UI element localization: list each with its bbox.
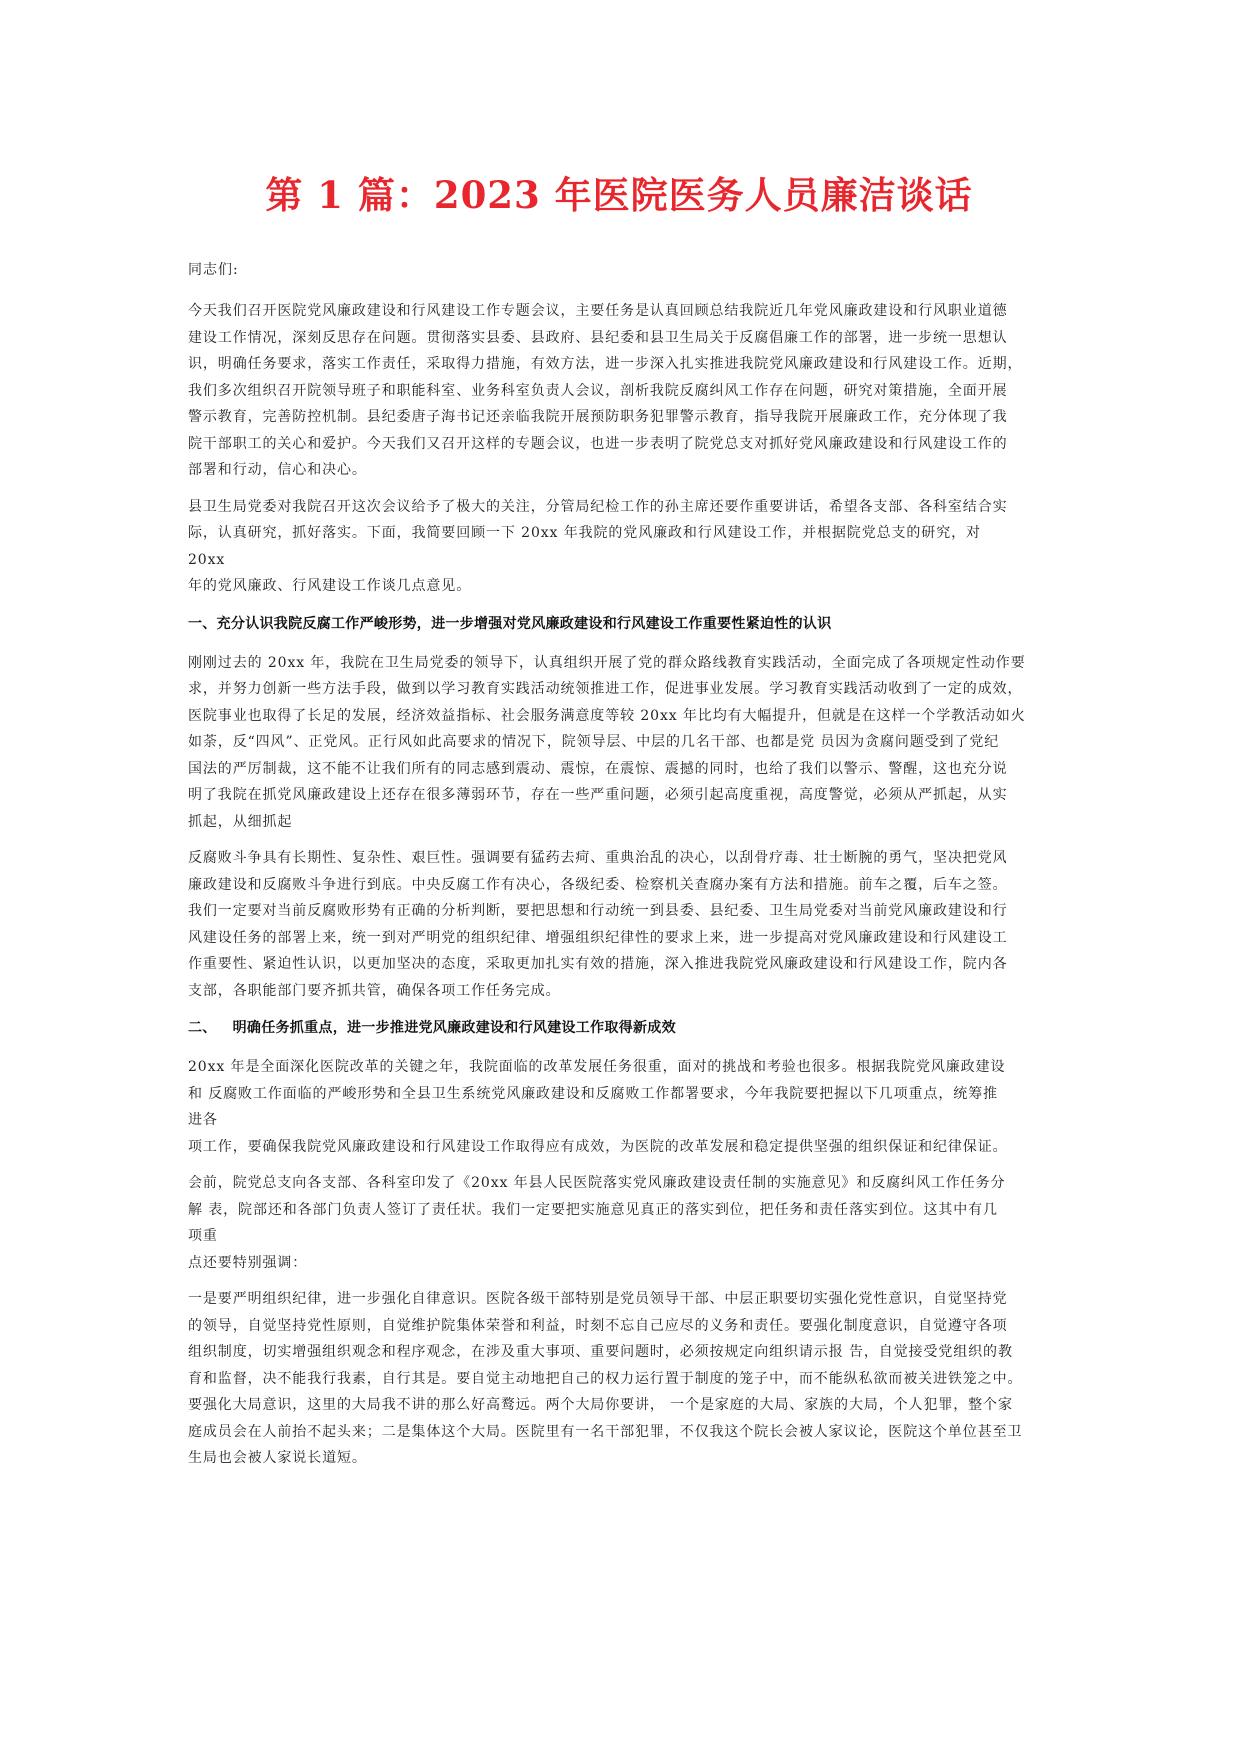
paragraph-line: 国法的严厉制裁，这不能不让我们所有的同志感到震动、震惊，在震惊、震撼的同时，也给了我们以警示、警醒，这也充分说 [188,760,1008,777]
paragraph-line: 支部，各职能部门要齐抓共管，确保各项工作任务完成。 [188,982,561,999]
paragraph-line: 20xx 年是全面深化医院改革的关键之年，我院面临的改革发展任务很重，面对的挑战和考验也很多。根据我院党风廉政建设 [188,1059,1006,1075]
paragraph-line: 项工作，要确保我院党风廉政建设和行风建设工作取得应有成效，为医院的改革发展和稳定提供坚强的组织保证和纪律保证。 [188,1138,1008,1155]
paragraph-line: 组织制度，切实增强组织观念和程序观念，在涉及重大事项、重要问题时，必须按规定向组织请示报 告，自觉接受党组织的教 [188,1344,1013,1360]
paragraph [188,845,1050,1004]
paragraph-line: 进各 [188,1112,218,1128]
paragraph-line: 育和监督，决不能我行我素，自行其是。要自觉主动地把自己的权力运行置于制度的笼子中，而不能纵私欲而被关进铁笼之中。 [188,1370,1023,1387]
paragraph-line: 如荼，反“四风”、正党风。正行风如此高要求的情况下，院领导层、中层的几名干部、也都是党 员因为贪腐问题受到了党纪 [188,734,1000,750]
section-1-body [188,650,1050,1005]
paragraph-line: 会前，院党总支向各支部、各科室印发了《20xx 年县人民医院落实党风廉政建设责任制的实施意见》和反腐纠风工作任务分 [188,1175,1006,1191]
document-title: 第 1 篇：2023 年医院医务人员廉洁谈话 [265,173,973,217]
paragraph-line: 作重要性、紧迫性认识，以更加坚决的态度，采取更加扎实有效的措施，深入推进我院党风廉政建设和行风建设工作，院内各 [188,956,1008,972]
paragraph-line: 医院事业也取得了长足的发展，经济效益指标、社会服务满意度等较 20xx 年比均有大幅提升，但就是在这样一个学教活动如火 [188,707,1026,724]
paragraph-line: 院干部职工的关心和爱护。今天我们又召开这样的专题会议，也进一步表明了院党总支对抓好党风廉政建设和行风建设工作的 [188,435,1008,452]
paragraph [188,1170,1050,1276]
paragraph-line: 廉政建设和反腐败斗争进行到底。中央反腐工作有决心，各级纪委、检察机关查腐办案有方法和措施。前车之覆，后车之签。 [188,876,1008,893]
section-heading-2-text: 明确任务抓重点，进一步推进党风廉政建设和行风建设工作取得新成效 [232,1020,676,1036]
paragraph [188,1054,1050,1160]
paragraph-line: 际，认真研究，抓好落实。下面，我简要回顾一下 20xx 年我院的党风廉政和行风建设工作，并根据院党总支的研究，对 [188,525,981,541]
paragraph-line: 20xx [188,551,226,568]
paragraph-line: 年的党风廉政、行风建设工作谈几点意见。 [188,578,472,594]
paragraph-line: 我们一定要对当前反腐败形势有正确的分析判断，要把思想和行动统一到县委、县纪委、卫生局党委对当前党风廉政建设和行 [188,903,1008,919]
paragraph-line: 风建设任务的部署上来，统一到对严明党的组织纪律、增强组织纪律性的要求上来，进一步提高对党风廉政建设和行风建设工 [188,929,1008,946]
paragraph [188,1286,1050,1472]
paragraph-line: 明了我院在抓党风廉政建设上还存在很多薄弱环节，存在一些严重问题，必须引起高度重视，高度警觉，必须从严抓起，从实 [188,787,1008,803]
paragraph-line: 生局也会被人家说长道短。 [188,1450,367,1466]
paragraph [188,494,1050,600]
paragraph-line: 和 反腐败工作面临的严峻形势和全县卫生系统党风廉政建设和反腐败工作都署要求，今年我院要把握以下几项重点，统筹推 [188,1085,998,1102]
greeting: 同志们: [188,262,239,278]
section-heading-2 [188,1014,1050,1042]
paragraph-line: 的领导，自觉坚持党性原则，自觉维护院集体荣誉和利益，时刻不忘自己应尽的义务和责任。要强化制度意识，自觉遵守各项 [188,1317,1008,1334]
intro-section [188,298,1050,600]
section-heading-1: 一、充分认识我院反腐工作严峻形势，进一步增强对党风廉政建设和行风建设工作重要性紧迫性的认识 [188,615,832,632]
paragraph-line: 庭成员会在人前抬不起头来；二是集体这个大局。医院里有一名干部犯罪，不仅我这个院长会被人家议论，医院这个单位甚至卫 [188,1423,1023,1440]
paragraph-line: 识，明确任务要求，落实工作责任，采取得力措施，有效方法，进一步深入扎实推进我院党风廉政建设和行风建设工作。近期， [188,356,1023,372]
paragraph [188,650,1050,836]
paragraph-line: 点还要特别强调： [188,1254,308,1271]
paragraph-line: 部署和行动，信心和决心。 [188,462,367,478]
paragraph-line: 反腐败斗争具有长期性、复杂性、艰巨性。强调要有猛药去疴、重典治乱的决心，以刮骨疗毒、壮士断腕的勇气，坚决把党风 [188,850,1008,866]
paragraph-line: 要强化大局意识，这里的大局我不讲的那么好高鹜远。两个大局你要讲， 一个是家庭的大局、家族的大局，个人犯罪，整个家 [188,1397,1013,1413]
paragraph-line: 抓起，从细抓起 [188,813,293,830]
document-page [188,170,1050,1482]
paragraph-line: 县卫生局党委对我院召开这次会议给予了极大的关注，分管局纪检工作的孙主席还要作重要讲话，希望各支部、各科室结合实 [188,498,1008,515]
paragraph-line: 我们多次组织召开院领导班子和职能科室、业务科室负责人会议，剖析我院反腐纠风工作存在问题，研究对策措施，全面开展 [188,382,1008,399]
paragraph-line: 项重 [188,1228,218,1244]
paragraph-line: 解 表，院部还和各部门负责人签订了责任状。我们一定要把实施意见真正的落实到位，把任务和责任落实到位。这其中有几 [188,1201,998,1218]
paragraph-line: 求，并努力创新一些方法手段，做到以学习教育实践活动统领推进工作，促进事业发展。学习教育实践活动收到了一定的成效， [188,681,1023,697]
section-2-body [188,1054,1050,1472]
paragraph-line: 今天我们召开医院党风廉政建设和行风建设工作专题会议，主要任务是认真回顾总结我院近几年党风廉政建设和行风职业道德 [188,303,1008,319]
paragraph [188,298,1050,484]
paragraph-line: 一是要严明组织纪律，进一步强化自律意识。医院各级干部特别是党员领导干部、中层正职要切实强化党性意识，自觉坚持党 [188,1291,1008,1307]
paragraph-line: 刚刚过去的 20xx 年，我院在卫生局党委的领导下，认真组织开展了党的群众路线教育实践活动，全面完成了各项规定性动作要 [188,654,1026,671]
paragraph-line: 警示教育，完善防控机制。县纪委唐子海书记还亲临我院开展预防职务犯罪警示教育，指导我院开展廉政工作，充分体现了我 [188,409,1008,425]
section-heading-2-number: 二、 [188,1020,217,1036]
paragraph-line: 建设工作情况，深刻反思存在问题。贯彻落实县委、县政府、县纪委和县卫生局关于反腐倡廉工作的部署，进一步统一思想认 [188,329,1008,346]
